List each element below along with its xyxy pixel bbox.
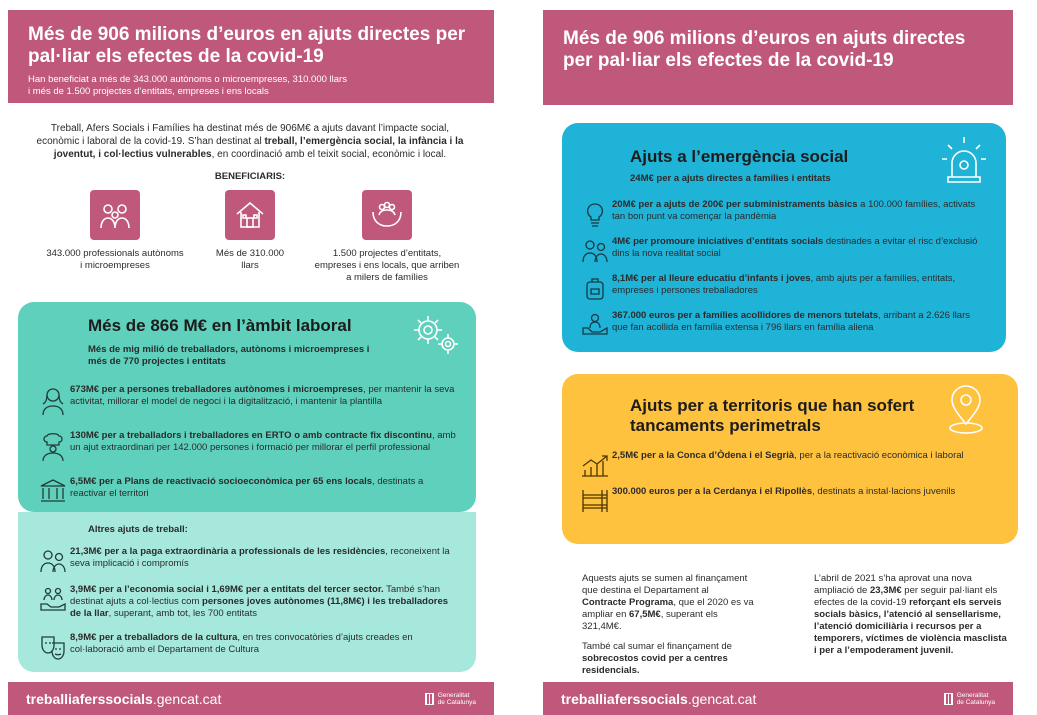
list-item (36, 546, 456, 574)
emergencia-lead: 24M€ per a ajuts directes a famílies i entitats (630, 173, 831, 184)
list-item (578, 310, 988, 338)
gen-line-1: Generalitat (437, 691, 470, 699)
gen-line-1: Generalitat (956, 691, 989, 699)
intro-bold: treball, l’emergència social, la infància i la joventut, i col·lectius vulnerables (53, 136, 464, 160)
gears-icon (408, 308, 462, 360)
funding-column-1 (582, 573, 754, 685)
altres-card (18, 512, 476, 672)
item-bold: 673M€ per a persones treballadores autònomes i microempreses (70, 384, 364, 395)
funding-paragraph-2 (582, 641, 754, 677)
emergencia-card (562, 123, 1006, 352)
caregivers-icon (36, 546, 70, 574)
text: , que el 2020 es va ampliar en (582, 597, 754, 620)
beneficiary-households (180, 190, 320, 272)
item-bold: 367.000 euros per a famílies acollidores de menors tutelats (612, 310, 879, 321)
beneficiaris-title: BENEFICIARIS: (214, 171, 286, 182)
house-icon (225, 190, 275, 240)
funding-paragraph-1 (582, 573, 754, 633)
gen-line-2: de Catalunya (437, 698, 476, 706)
bold: sobrecostos covid per a centres residencials. (582, 653, 728, 676)
intro-text-1: Treball, Afers Socials i Famílies ha destinat més de 906M€ a ajuts davant l’impacte social, econòmic i laboral de la covid-19. S’han destinat al (36, 123, 450, 147)
left-footer (8, 682, 494, 715)
item-text: , destinats a reactivar el territori (70, 476, 424, 499)
text: per seguir pal·liant els efectes de la covid-19 (814, 585, 998, 608)
right-page (540, 0, 1037, 715)
right-banner-title: Més de 906 milions d’euros en ajuts directes per pal·liar els efectes de la covid-19 (563, 28, 966, 71)
item-text: destinades a evitar el risc d’exclusió dins la nova realitat social (612, 236, 978, 259)
institution-icon (36, 476, 70, 504)
item-bold: 6,5M€ per a Plans de reactivació socioeconòmica per 65 ens locals (70, 476, 373, 487)
community-hands-icon (362, 190, 412, 240)
item-bold: 300.000 euros per a la Cerdanya i el Ripollès (612, 486, 813, 497)
beneficiary-text: 1.500 projectes d’entitats, empreses i ens locals, que arriben a milers de famílies (314, 248, 460, 283)
generalitat-logo (425, 692, 476, 706)
item-bold: 2,5M€ per a la Conca d’Òdena i el Segrià (612, 450, 795, 461)
item-bold: 8,1M€ per al lleure educatiu d’infants i joves (612, 273, 811, 284)
growth-chart-icon (578, 450, 612, 478)
gen-line-2: de Catalunya (956, 698, 995, 706)
item-text: , reconeixent la seva implicació i compromís (70, 546, 450, 569)
item-text: a 100.000 famílies, activats tan bon punt va començar la pandèmia (612, 199, 976, 222)
list-item (578, 450, 998, 478)
bold: reforçant els serveis socials bàsics, l’atenció al sensellarisme, l’atenció domiciliària i recursos per a temporers, víctimes de violència masclista i per a l’empoderament juvenil. (814, 597, 1007, 656)
item-text: , amb ajuts per a famílies, entitats, empreses i persones treballadores (612, 273, 956, 296)
laboral-title: Més de 866 M€ en l’àmbit laboral (88, 316, 352, 335)
left-banner-subtitle (28, 74, 474, 98)
list-item (578, 486, 998, 514)
list-item (578, 273, 988, 301)
left-banner-title: Més de 906 milions d’euros en ajuts directes per pal·liar els efectes de la covid-19 (28, 24, 466, 67)
item-bold: 8,9M€ per a treballadors de la cultura (70, 632, 238, 643)
item-text: També s’han destinat ajuts a col·lectius com (70, 584, 440, 607)
bold: 23,3M€ (869, 585, 902, 596)
footer-url-bold: treballiaferssocials (561, 690, 688, 707)
subtitle-line-1: Han beneficiat a més de 343.000 autònoms o microempreses, 310.000 llars (28, 74, 347, 85)
item-text: , en tres convocatòries d’ajuts creades en col·laboració amb el Departament de Cultura (70, 632, 413, 655)
beneficiary-projects (312, 190, 462, 284)
theater-masks-icon (36, 632, 70, 660)
chef-icon (36, 430, 70, 462)
emergencia-title: Ajuts a l’emergència social (630, 147, 849, 166)
left-banner (8, 10, 494, 103)
list-item (578, 236, 988, 264)
item-bold: 4M€ per promoure iniciatives d’entitats socials (612, 236, 824, 247)
beneficiary-autonomous (45, 190, 185, 272)
helping-hand-icon (36, 584, 70, 614)
altres-title: Altres ajuts de treball: (88, 524, 188, 535)
right-banner (543, 10, 1013, 105)
footer-url[interactable] (26, 691, 221, 707)
beneficiary-text: Més de 310.000 llars (215, 248, 285, 271)
text: Aquests ajuts se sumen al finançament que destina el Departament al (582, 573, 748, 596)
item-bold-2: persones joves autònomes (11,8M€) i les treballadores de la llar (70, 596, 449, 619)
footer-url-rest: .gencat.cat (152, 690, 222, 707)
alarm-siren-icon (940, 133, 988, 185)
intro-text-2: , en coordinació amb el teixit social, econòmic i local. (211, 149, 447, 160)
list-item (36, 632, 456, 660)
hand-child-icon (578, 310, 612, 338)
bold: Contracte Programa (582, 597, 674, 608)
bunk-bed-icon (578, 486, 612, 514)
item-text: , destinats a instal·lacions juvenils (812, 486, 956, 497)
list-item (36, 430, 456, 462)
funding-paragraph-3 (814, 573, 1010, 657)
list-item (36, 584, 456, 620)
location-pin-icon (942, 384, 990, 438)
laboral-card (18, 302, 476, 512)
lightbulb-icon (578, 199, 612, 227)
item-text: , per mantenir la seva activitat, millorar el model de negoci i la digitalització, i mantenir la plantilla (70, 384, 455, 407)
right-footer (543, 682, 1013, 715)
text: , superant els 321,4M€. (582, 609, 718, 632)
left-page (0, 0, 500, 715)
bold: 67,5M€ (629, 609, 661, 620)
item-bold: 21,3M€ per a la paga extraordinària a professionals de les residències (70, 546, 386, 557)
item-bold: 3,9M€ per a l’economia social i 1,69M€ per a entitats del tercer sector. (70, 584, 384, 595)
subtitle-line-2: i més de 1.500 projectes d’entitats, empreses i ens locals (28, 86, 269, 97)
generalitat-logo (944, 692, 995, 706)
woman-icon (36, 384, 70, 416)
beneficiary-text: 343.000 professionals autònoms i microempreses (46, 248, 184, 271)
item-text: , amb un ajut extraordinari per 142.000 persones i formació per millorar el perfil professional (70, 430, 456, 453)
people-icon (578, 236, 612, 264)
senyera-icon (944, 693, 953, 705)
territoris-title: Ajuts per a territoris que han sofert tancaments perimetrals (630, 396, 915, 435)
item-text: , per a la reactivació econòmica i laboral (794, 450, 964, 461)
list-item (36, 384, 456, 416)
list-item (36, 476, 456, 504)
list-item (578, 199, 988, 227)
footer-url-bold: treballiaferssocials (26, 690, 153, 707)
backpack-icon (578, 273, 612, 301)
item-text-2: , superant, amb tot, les 700 entitats (108, 608, 257, 619)
intro-paragraph (30, 122, 470, 161)
footer-url[interactable] (561, 691, 756, 707)
item-text: , arribant a 2.626 llars que fan acollida en família extensa i 796 llars en família aliena (612, 310, 971, 333)
senyera-icon (425, 693, 434, 705)
territoris-card (562, 374, 1018, 544)
item-bold: 20M€ per a ajuts de 200€ per subministraments bàsics (612, 199, 858, 210)
footer-url-rest: .gencat.cat (687, 690, 757, 707)
funding-column-2 (814, 573, 1010, 665)
laboral-lead: Més de mig milió de treballadors, autònoms i microempreses i més de 770 projectes i entitats (88, 344, 370, 367)
text: L’abril de 2021 s’ha aprovat una nova ampliació de (814, 573, 972, 596)
family-icon (90, 190, 140, 240)
text: També cal sumar el finançament de (582, 641, 732, 652)
item-bold: 130M€ per a treballadors i treballadores en ERTO o amb contracte fix discontinu (70, 430, 432, 441)
